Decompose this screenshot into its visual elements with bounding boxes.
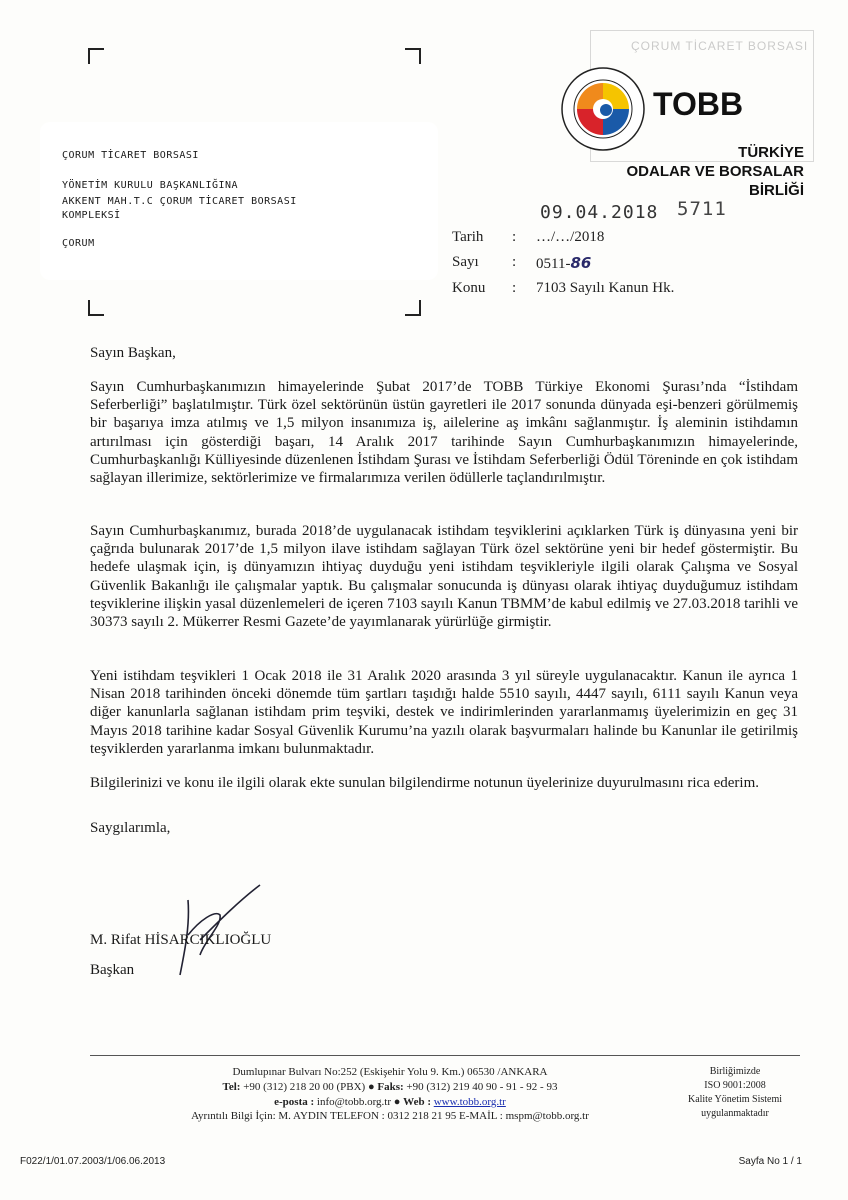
subject-label: Konu bbox=[452, 280, 486, 296]
footer-email-web bbox=[130, 1096, 650, 1108]
page-number: Sayfa No 1 / 1 bbox=[738, 1156, 802, 1167]
signer-title: Başkan bbox=[90, 962, 135, 978]
cert-line-2: ISO 9001:2008 bbox=[704, 1080, 766, 1091]
date-colon: : bbox=[512, 229, 517, 245]
date-label: Tarih bbox=[452, 229, 484, 245]
corner-mark-top-left bbox=[88, 48, 104, 64]
closing: Saygılarımla, bbox=[90, 820, 171, 836]
paragraph-4: Bilgilerinizi ve konu ile ilgili olarak ekte sunulan bilgilendirme notunun üyelerinize duyurulmasını rica ederim. bbox=[90, 775, 759, 791]
web-label: Web : bbox=[403, 1096, 431, 1108]
corner-mark-top-right bbox=[405, 48, 421, 64]
fax-value: +90 (312) 219 40 90 - 91 - 92 - 93 bbox=[406, 1081, 558, 1093]
bullet-icon: ● bbox=[367, 1081, 375, 1093]
tel-value: +90 (312) 218 20 00 (PBX) bbox=[243, 1081, 366, 1093]
org-name-line-1: TÜRKİYE bbox=[738, 144, 804, 161]
number-label: Sayı bbox=[452, 254, 479, 270]
address-line-5: ÇORUM bbox=[62, 238, 95, 249]
footer-address: Dumlupınar Bulvarı No:252 (Eskişehir Yolu 9. Km.) 06530 /ANKARA bbox=[232, 1066, 548, 1078]
fax-label: Faks: bbox=[377, 1081, 404, 1093]
logo-text: TOBB bbox=[653, 86, 744, 122]
cert-line-1: Birliğimizde bbox=[709, 1066, 761, 1077]
number-value-handwritten: 86 bbox=[570, 254, 592, 272]
tel-label: Tel: bbox=[222, 1081, 241, 1093]
received-stamp-title: ÇORUM TİCARET BORSASI bbox=[631, 39, 809, 53]
number-value bbox=[536, 254, 591, 273]
email-value[interactable]: info@tobb.org.tr bbox=[316, 1096, 392, 1108]
address-line-2: YÖNETİM KURULU BAŞKANLIĞINA bbox=[62, 180, 239, 191]
footer-divider bbox=[90, 1055, 800, 1056]
address-line-1: ÇORUM TİCARET BORSASI bbox=[62, 150, 199, 161]
corner-mark-bottom-right bbox=[405, 300, 421, 316]
paragraph-2: Sayın Cumhurbaşkanımız, burada 2018’de uygulanacak istihdam teşviklerini açıklarken Türk iş dünyasına yeni bir çağrıda bulunarak 2017’de 1,5 milyon ilave istihdam sağlayan Türk özel sektörüne yeni bir hedef göstermiştir. Bu hedefe ulaşmak için, iş dünyamızın ihtiyaç duyduğu yeni istihdam teşvikleriyle ilgili olarak Çalışma ve Sosyal Güvenlik Bakanlığı ile çalışmalar yaptık. Bu çalışmalar sonucunda iş dünyası olarak ihtiyaç duyduğumuz istihdam teşviklerine ilişkin yasal düzenlemeleri de içeren 7103 sayılı Kanun TBMM’de kabul edilmiş ve 27.03.2018 tarihli ve 30373 sayılı 2. Mükerrer Resmi Gazete’de yayımlanarak yürürlüğe girmiştir. bbox=[90, 523, 798, 631]
subject-colon: : bbox=[512, 280, 517, 296]
address-line-3: AKKENT MAH.T.C ÇORUM TİCARET BORSASI bbox=[62, 196, 297, 207]
address-window bbox=[40, 122, 438, 280]
form-code: F022/1/01.07.2003/1/06.06.2013 bbox=[20, 1156, 166, 1167]
org-name-line-2: ODALAR VE BORSALAR bbox=[626, 163, 804, 180]
signature-icon bbox=[160, 880, 270, 980]
corner-mark-bottom-left bbox=[88, 300, 104, 316]
cert-line-4: uygulanmaktadır bbox=[701, 1108, 769, 1119]
date-value: …/…/2018 bbox=[536, 229, 605, 245]
subject-value: 7103 Sayılı Kanun Hk. bbox=[536, 280, 675, 296]
signer-name: M. Rifat HİSARCIKLIOĞLU bbox=[90, 932, 272, 948]
org-name-line-3: BİRLİĞİ bbox=[749, 182, 804, 199]
email-label: e-posta : bbox=[274, 1096, 315, 1108]
number-value-printed: 0511- bbox=[536, 256, 571, 272]
bullet-icon: ● bbox=[393, 1096, 401, 1108]
paragraph-1: Sayın Cumhurbaşkanımızın himayelerinde Şubat 2017’de TOBB Türkiye Ekonomi Şurası’nda “İstihdam Seferberliği” başlatılmıştır. Türk özel sektörünün üstün gayretleri ile 2017 sonunda dünyada eşi-benzeri görülmemiş bir başarıya imza atılmış ve 1,5 milyon insanımıza iş, ailelerine aş imkânı sağlanmıştır. İş aleminin istihdamın artırılması için gösterdiği başarı, 14 Aralık 2017 tarihinde Sayın Cumhurbaşkanımızın himayelerinde, Cumhurbaşkanlığı Külliyesinde düzenlenen İstihdam Şurası ve İstihdam Seferberliği Ödül Töreninde en çok istihdam sağlayan illerimize, sektörlerimize ve firmalarımıza verilen ödüllerle taçlandırılmıştır. bbox=[90, 379, 798, 487]
footer-contact: Ayrıntılı Bilgi İçin: M. AYDIN TELEFON : 0312 218 21 95 E-MAİL : mspm@tobb.org.tr bbox=[191, 1110, 589, 1122]
tobb-logo-icon bbox=[560, 66, 646, 152]
web-link[interactable]: www.tobb.org.tr bbox=[433, 1096, 506, 1108]
stamp-number: 5711 bbox=[677, 198, 727, 220]
stamp-date: 09.04.2018 bbox=[540, 202, 659, 223]
salutation: Sayın Başkan, bbox=[90, 345, 176, 361]
paragraph-3: Yeni istihdam teşvikleri 1 Ocak 2018 ile 31 Aralık 2020 arasında 3 yıl süreyle uygulanacaktır. Kanun ile ayrıca 1 Nisan 2018 tarihinden önceki dönemde tüm şartları taşıdığı halde 5510 sayılı, 4447 sayılı, 6111 sayılı Kanun veya diğer kanunlarla sağlanan istihdam prim teşviki, destek ve indirimlerinden yararlanmamış üyelerimizin en geç 31 Mayıs 2018 tarihine kadar Sosyal Güvenlik Kurumu’na yazılı olarak başvurmaları halinde bu Kanunlar ile getirilmiş teşviklerden yararlanma imkanı bulunmaktadır. bbox=[90, 668, 798, 757]
address-line-4: KOMPLEKSİ bbox=[62, 210, 121, 221]
number-colon: : bbox=[512, 254, 517, 270]
cert-line-3: Kalite Yönetim Sistemi bbox=[687, 1094, 783, 1105]
footer-phone-fax bbox=[130, 1081, 650, 1093]
